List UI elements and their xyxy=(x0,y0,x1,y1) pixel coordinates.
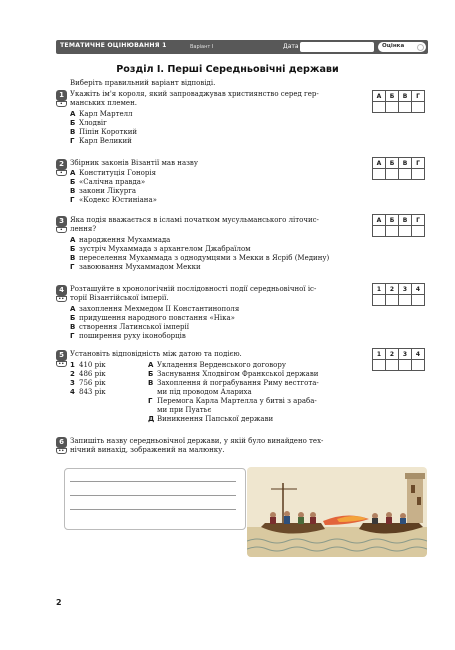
grid-header: 4 xyxy=(412,284,425,295)
event-text: Заснування Хлодвігом Франкської держави xyxy=(157,370,319,378)
question-text: Укажіть ім'я короля, який запроваджував християнство серед гер- xyxy=(70,90,319,98)
grade-circle-icon xyxy=(417,44,424,51)
option-letter: Б xyxy=(70,178,76,186)
page-number: 2 xyxy=(56,598,62,607)
option xyxy=(70,263,201,272)
greek-fire-illustration xyxy=(247,467,427,557)
date-label: Дата xyxy=(283,42,299,50)
event-text: Перемога Карла Мартелла у битві з араба- xyxy=(157,397,317,405)
grid-header: В xyxy=(399,158,412,169)
grid-header: Г xyxy=(412,91,425,102)
question-text: торії Візантійської імперії. xyxy=(70,294,169,302)
option xyxy=(70,137,132,146)
date-item xyxy=(70,379,106,388)
grid-cell[interactable] xyxy=(399,169,412,180)
grid-cell[interactable] xyxy=(373,295,386,306)
option xyxy=(70,196,157,205)
difficulty-dots-icon: •• xyxy=(56,361,67,367)
grid-cell[interactable] xyxy=(399,102,412,113)
date-text: 756 рік xyxy=(79,379,106,387)
option-text: зустріч Мухаммада з архангелом Джабраїлом xyxy=(79,245,251,253)
grade-label: Оцінка xyxy=(382,43,405,49)
option-letter: А xyxy=(70,236,76,244)
answer-grid xyxy=(372,283,425,306)
option xyxy=(70,314,235,323)
grid-cell[interactable] xyxy=(386,226,399,237)
option-letter: Г xyxy=(70,137,75,145)
option-text: придушення народного повстання «Ніка» xyxy=(79,314,235,322)
grid-header: А xyxy=(373,91,386,102)
question-text: лення? xyxy=(70,225,97,233)
difficulty-dots-icon: •• xyxy=(56,448,67,454)
date-item xyxy=(70,388,106,397)
option xyxy=(70,254,329,263)
answer-line[interactable] xyxy=(70,495,236,496)
grid-header: Б xyxy=(386,158,399,169)
option-letter: А xyxy=(70,169,76,177)
option-letter: А xyxy=(70,305,76,313)
date-field[interactable] xyxy=(300,42,374,52)
question-number-badge: 6 xyxy=(56,437,67,448)
option xyxy=(70,305,239,314)
answer-grid xyxy=(372,157,425,180)
grid-cell[interactable] xyxy=(412,360,425,371)
option-text: створення Латинської імперії xyxy=(79,323,189,331)
question-text: Установіть відповідність між датою та подією. xyxy=(70,350,242,358)
grid-header: 3 xyxy=(399,284,412,295)
question-number-badge: 2 xyxy=(56,159,67,170)
answer-grid xyxy=(372,348,425,371)
grid-header: 4 xyxy=(412,349,425,360)
grid-cell[interactable] xyxy=(412,226,425,237)
difficulty-dots-icon: •• xyxy=(56,296,67,302)
grid-cell[interactable] xyxy=(373,102,386,113)
question-text: манських племен. xyxy=(70,99,137,107)
event-item xyxy=(148,415,273,424)
grid-cell[interactable] xyxy=(386,102,399,113)
grid-header: А xyxy=(373,158,386,169)
option xyxy=(70,178,145,187)
instruction: Виберіть правильний варіант відповіді. xyxy=(70,79,216,87)
option-text: переселення Мухаммада з однодумцями з Мекки в Ясріб (Медину) xyxy=(79,254,330,262)
difficulty-dot-icon: • xyxy=(56,101,67,107)
date-number: 3 xyxy=(70,379,75,387)
option-text: Піпін Короткий xyxy=(79,128,138,136)
option-letter: Г xyxy=(70,196,75,204)
difficulty-dot-icon: • xyxy=(56,170,67,176)
option-letter: В xyxy=(70,128,76,136)
grid-header: Б xyxy=(386,91,399,102)
option-text: Карл Великий xyxy=(79,137,132,145)
grid-cell[interactable] xyxy=(373,226,386,237)
answer-box[interactable] xyxy=(64,468,246,530)
event-letter: Д xyxy=(148,415,155,423)
grid-header: 3 xyxy=(399,349,412,360)
question-text: Збірник законів Візантії мав назву xyxy=(70,159,198,167)
option-letter: Г xyxy=(70,332,75,340)
date-text: 410 рік xyxy=(79,361,106,369)
grid-cell[interactable] xyxy=(412,102,425,113)
date-text: 486 рік xyxy=(79,370,106,378)
header-variant: Варіант І xyxy=(190,43,214,50)
option xyxy=(70,119,107,128)
option-letter: В xyxy=(70,323,76,331)
grid-cell[interactable] xyxy=(412,169,425,180)
option xyxy=(70,110,132,119)
event-item xyxy=(148,379,319,388)
grid-cell[interactable] xyxy=(399,295,412,306)
option xyxy=(70,187,136,196)
grid-header: В xyxy=(399,215,412,226)
question-text: Яка подія вважається в ісламі початком мусульманського літочис- xyxy=(70,216,319,224)
option-text: Хлодвіг xyxy=(79,119,107,127)
event-text-cont: ми під проводом Алариха xyxy=(157,388,252,396)
question-text: Запишіть назву середньовічної держави, у якій було винайдено тех- xyxy=(70,437,324,445)
date-number: 1 xyxy=(70,361,75,369)
grid-cell[interactable] xyxy=(399,226,412,237)
option xyxy=(70,245,251,254)
date-item xyxy=(70,361,106,370)
answer-grid xyxy=(372,214,425,237)
option-letter: В xyxy=(70,187,76,195)
grid-cell[interactable] xyxy=(412,295,425,306)
date-text: 843 рік xyxy=(79,388,106,396)
option xyxy=(70,236,170,245)
option-text: захоплення Мехмедом II Константинополя xyxy=(79,305,240,313)
option xyxy=(70,323,189,332)
event-text-cont: ми при Пуатьє xyxy=(157,406,212,414)
grid-header: 2 xyxy=(386,284,399,295)
grid-cell[interactable] xyxy=(386,295,399,306)
question-text: Розташуйте в хронологічній послідовності події середньовічної іс- xyxy=(70,285,317,293)
date-number: 2 xyxy=(70,370,75,378)
option xyxy=(70,128,137,137)
option-text: народження Мухаммада xyxy=(79,236,171,244)
grid-header: 2 xyxy=(386,349,399,360)
event-text: Захоплення й пограбування Риму вестгота- xyxy=(157,379,319,387)
answer-line[interactable] xyxy=(70,509,236,510)
question-text: нічний винахід, зображений на малюнку. xyxy=(70,446,225,454)
grid-cell[interactable] xyxy=(386,169,399,180)
grid-cell[interactable] xyxy=(373,169,386,180)
grid-header: В xyxy=(399,91,412,102)
grid-header: 1 xyxy=(373,284,386,295)
grid-cell[interactable] xyxy=(399,360,412,371)
event-letter: Б xyxy=(148,370,154,378)
option-letter: Б xyxy=(70,314,76,322)
answer-grid xyxy=(372,90,425,113)
question-number-badge: 4 xyxy=(56,285,67,296)
date-number: 4 xyxy=(70,388,75,396)
answer-line[interactable] xyxy=(70,481,236,482)
option-letter: Г xyxy=(70,263,75,271)
section-title: Розділ I. Перші Середньовічні держави xyxy=(116,64,339,75)
option-text: «Салічна правда» xyxy=(79,178,146,186)
option-text: Карл Мартелл xyxy=(79,110,133,118)
grid-header: А xyxy=(373,215,386,226)
option-text: «Кодекс Юстиніана» xyxy=(79,196,157,204)
event-item xyxy=(148,361,286,370)
grid-header: Б xyxy=(386,215,399,226)
option xyxy=(70,169,156,178)
event-item xyxy=(148,370,318,379)
header-title: ТЕМАТИЧНЕ ОЦІНЮВАННЯ 1 xyxy=(60,42,167,49)
option-letter: Б xyxy=(70,245,76,253)
event-letter: А xyxy=(148,361,154,369)
option-letter: А xyxy=(70,110,76,118)
option-text: поширення руху іконоборців xyxy=(79,332,186,340)
event-letter: Г xyxy=(148,397,153,405)
question-number-badge: 5 xyxy=(56,350,67,361)
event-text: Виникнення Папської держави xyxy=(157,415,274,423)
option-text: Конституція Гонорія xyxy=(79,169,156,177)
grid-header: Г xyxy=(412,215,425,226)
difficulty-dot-icon: • xyxy=(56,227,67,233)
question-number-badge: 1 xyxy=(56,90,67,101)
grid-header: Г xyxy=(412,158,425,169)
grid-cell[interactable] xyxy=(373,360,386,371)
grid-cell[interactable] xyxy=(386,360,399,371)
grid-header: 1 xyxy=(373,349,386,360)
date-item xyxy=(70,370,106,379)
option-text: закони Лікурга xyxy=(79,187,137,195)
question-number-badge: 3 xyxy=(56,216,67,227)
event-item xyxy=(148,397,317,406)
event-text: Укладення Верденського договору xyxy=(157,361,286,369)
option-text: завоювання Мухаммадом Мекки xyxy=(79,263,201,271)
option xyxy=(70,332,186,341)
option-letter: Б xyxy=(70,119,76,127)
event-letter: В xyxy=(148,379,154,387)
option-letter: В xyxy=(70,254,76,262)
